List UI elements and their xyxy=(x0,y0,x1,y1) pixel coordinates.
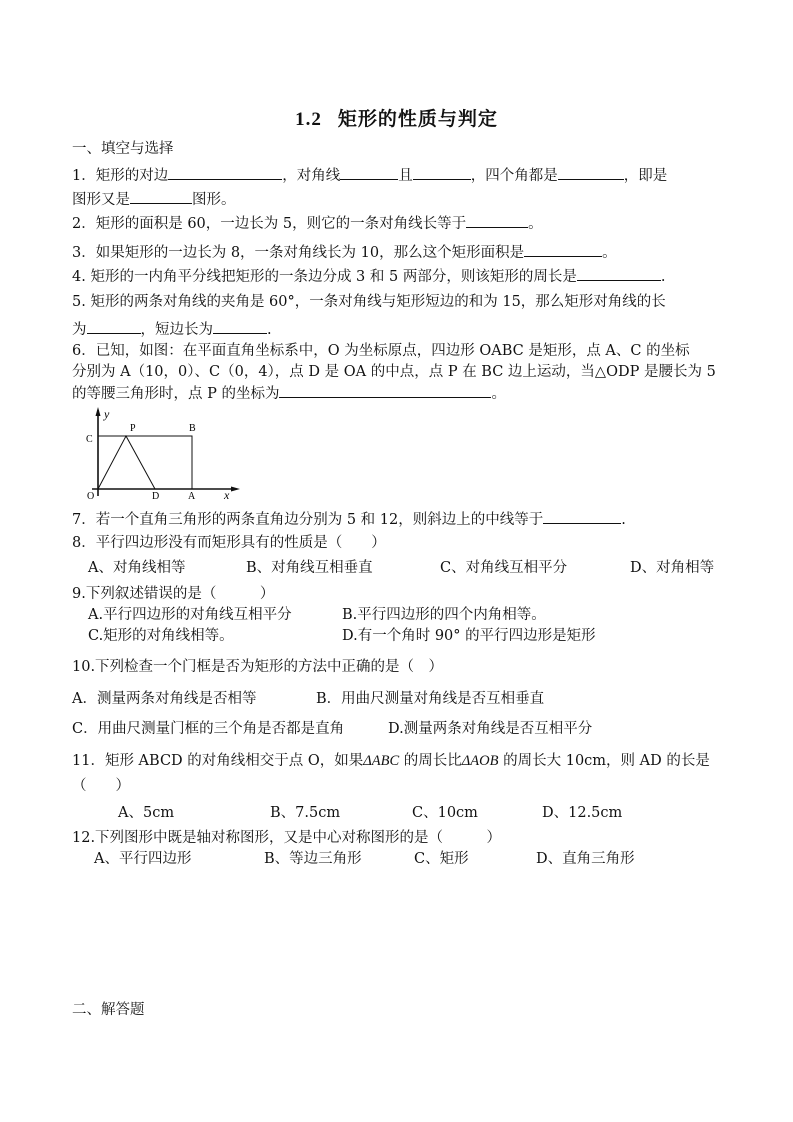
question-10-stem: 10.下列检查一个门框是否为矩形的方法中正确的是（ ） xyxy=(72,659,444,675)
q9-option-a[interactable]: A.平行四边形的对角线互相平分 xyxy=(88,607,292,623)
q5-blank-1[interactable] xyxy=(87,319,141,334)
label-p: P xyxy=(130,423,136,434)
question-5-line1: 5. 矩形的两条对角线的夹角是 60°，一条对角线与矩形短边的和为 15，那么矩形对角线的长 xyxy=(72,294,666,310)
question-1-line1 xyxy=(72,165,667,186)
q12-option-d[interactable]: D、直角三角形 xyxy=(536,851,635,867)
q1-blank-5[interactable] xyxy=(130,189,192,204)
question-3 xyxy=(72,242,617,263)
q4-end: . xyxy=(660,269,666,285)
q8-option-c[interactable]: C、对角线互相平分 xyxy=(440,560,568,576)
section-heading-fill-choice: 一、填空与选择 xyxy=(72,141,174,157)
question-6-line1: 6．已知，如图：在平面直角坐标系中，O 为坐标原点，四边形 OABC 是矩形，点 A、C 的坐标 xyxy=(72,343,690,359)
label-a: A xyxy=(188,491,196,502)
question-5-line2 xyxy=(72,319,272,340)
page-title xyxy=(0,104,793,131)
label-d: D xyxy=(152,491,160,502)
q10-option-d[interactable]: D.测量两条对角线是否互相平分 xyxy=(388,721,593,737)
question-7 xyxy=(72,509,626,530)
q1-text-g: 图形。 xyxy=(192,192,236,208)
q8-option-a[interactable]: A、对角线相等 xyxy=(88,560,186,576)
q4-blank[interactable] xyxy=(577,266,661,281)
question-4 xyxy=(72,266,665,287)
q12-option-b[interactable]: B、等边三角形 xyxy=(264,851,362,867)
label-b: B xyxy=(189,423,196,434)
section-heading-answer: 二、解答题 xyxy=(72,1002,145,1018)
q5-blank-2[interactable] xyxy=(213,319,267,334)
label-y: y xyxy=(104,407,110,421)
q3-end: 。 xyxy=(602,245,617,261)
q3-text: 3．如果矩形的一边长为 8，一条对角线长为 10，那么这个矩形面积是 xyxy=(72,245,525,261)
q1-blank-4[interactable] xyxy=(558,165,624,180)
label-x: x xyxy=(224,488,230,502)
q11-option-d[interactable]: D、12.5cm xyxy=(542,805,623,821)
q9-option-d[interactable]: D.有一个角时 90° 的平行四边形是矩形 xyxy=(342,628,596,644)
q8-option-d[interactable]: D、对角相等 xyxy=(630,560,715,576)
q7-text: 7．若一个直角三角形的两条直角边分别为 5 和 12，则斜边上的中线等于 xyxy=(72,512,544,528)
q10-option-c[interactable]: C．用曲尺测量门框的三个角是否都是直角 xyxy=(72,721,345,737)
q11-text-a: 11．矩形 ABCD 的对角线相交于点 O，如果 xyxy=(72,753,364,769)
q1-text-b: ，对角线 xyxy=(282,168,341,184)
q9-option-b[interactable]: B.平行四边形的四个内角相等。 xyxy=(342,607,546,623)
q11-option-a[interactable]: A、5cm xyxy=(118,805,175,821)
q5-text-b: 为 xyxy=(72,322,87,338)
q4-text: 4. 矩形的一内角平分线把矩形的一条边分成 3 和 5 两部分，则该矩形的周长是 xyxy=(72,269,577,285)
q11-text-c: 的周长大 10cm，则 AD 的长是 xyxy=(498,753,710,769)
q1-text-c: 且 xyxy=(398,168,413,184)
q12-option-a[interactable]: A、平行四边形 xyxy=(94,851,192,867)
q6-blank[interactable] xyxy=(279,383,491,398)
q11-text-b: 的周长比 xyxy=(399,753,462,769)
question-6-line2: 分别为 A（10，0）、C（0，4），点 D 是 OA 的中点，点 P 在 BC 边上运动，当△ODP 是腰长为 5 xyxy=(72,364,716,380)
question-2 xyxy=(72,213,543,234)
triangle-odp xyxy=(98,436,155,489)
q10-option-b[interactable]: B．用曲尺测量对角线是否互相垂直 xyxy=(316,691,545,707)
q5-end: . xyxy=(267,322,272,338)
q12-option-c[interactable]: C、矩形 xyxy=(414,851,469,867)
q1-blank-2[interactable] xyxy=(340,165,398,180)
q9-option-c[interactable]: C.矩形的对角线相等。 xyxy=(88,628,234,644)
q11-option-b[interactable]: B、7.5cm xyxy=(270,805,341,821)
q11-triangle-aob: ΔAOB xyxy=(461,753,499,769)
question-11-line1 xyxy=(72,751,710,771)
question-11-answer-paren: （ ） xyxy=(72,778,130,794)
q8-option-b[interactable]: B、对角线互相垂直 xyxy=(246,560,373,576)
q2-blank[interactable] xyxy=(466,213,528,228)
question-1-line2 xyxy=(72,189,236,210)
question-6-line3 xyxy=(72,383,506,404)
q3-blank[interactable] xyxy=(524,242,602,257)
coordinate-figure xyxy=(78,404,248,502)
q6-text: 的等腰三角形时，点 P 的坐标为 xyxy=(72,386,280,402)
question-12-stem: 12.下列图形中既是轴对称图形，又是中心对称图形的是（ ） xyxy=(72,830,502,846)
q11-triangle-abc: ΔABC xyxy=(363,753,400,769)
y-axis-arrow xyxy=(96,407,101,416)
q2-text: 2．矩形的面积是 60，一边长为 5，则它的一条对角线长等于 xyxy=(72,216,467,232)
q2-end: 。 xyxy=(528,216,543,232)
label-o: O xyxy=(87,491,95,502)
q1-text-d: ，四个角都是 xyxy=(470,168,558,184)
title-text: 矩形的性质与判定 xyxy=(337,108,498,130)
q11-option-c[interactable]: C、10cm xyxy=(412,805,478,821)
q1-blank-1[interactable] xyxy=(168,165,282,180)
label-c: C xyxy=(86,434,93,445)
q1-blank-3[interactable] xyxy=(413,165,471,180)
q6-end: 。 xyxy=(491,386,506,402)
question-8-stem: 8．平行四边形没有而矩形具有的性质是（ ） xyxy=(72,535,386,551)
q1-text-f: 图形又是 xyxy=(72,192,130,208)
q7-end: . xyxy=(621,512,626,528)
q1-text-a: 1．矩形的对边 xyxy=(72,168,169,184)
q1-text-e: ，即是 xyxy=(623,168,668,184)
q7-blank[interactable] xyxy=(543,509,621,524)
q5-text-c: ，短边长为 xyxy=(140,322,213,338)
question-9-stem: 9.下列叙述错误的是（ ） xyxy=(72,586,275,602)
q10-option-a[interactable]: A．测量两条对角线是否相等 xyxy=(72,691,257,707)
title-number: 1.2 xyxy=(295,109,322,130)
x-axis-arrow xyxy=(231,487,240,492)
